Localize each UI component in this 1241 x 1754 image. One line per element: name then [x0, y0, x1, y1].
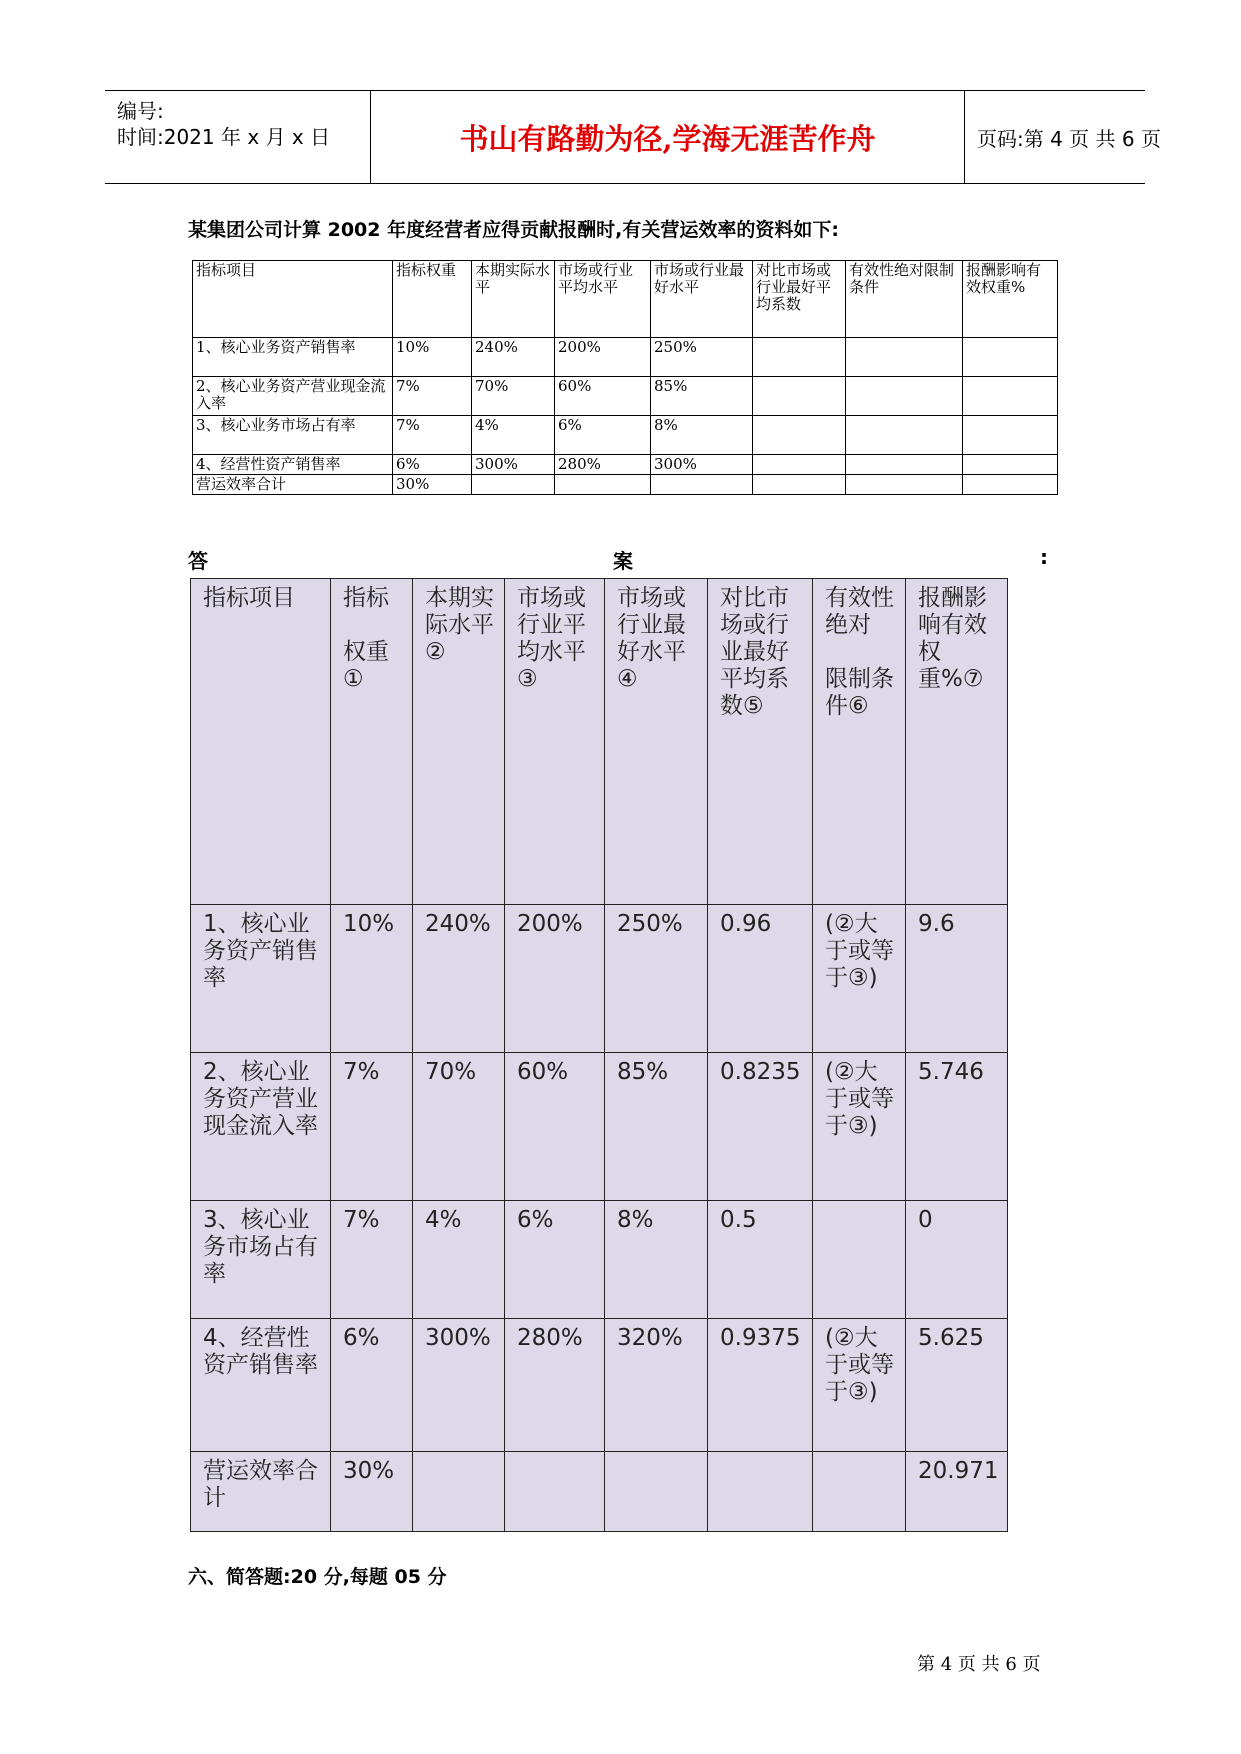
table-cell: 70% [472, 377, 555, 416]
table-cell: 240% [413, 905, 505, 1053]
table-cell: 3、核心业务市场占有率 [193, 416, 393, 455]
table-cell: 0 [906, 1201, 1008, 1319]
table-row [191, 1201, 1008, 1319]
table-row [193, 377, 1058, 416]
table-header-cell: 报酬影响有效权重% [963, 261, 1058, 338]
table-cell: 6% [331, 1319, 413, 1452]
table-header-row [191, 579, 1008, 905]
intro-text: 某集团公司计算 2002 年度经营者应得贡献报酬时,有关营运效率的资料如下: [188, 219, 839, 241]
table-header-cell: 对比市场或行业最好平均系数⑤ [708, 579, 813, 905]
table-cell: 6% [505, 1201, 605, 1319]
table-header-cell: 市场或行业平均水平 [555, 261, 651, 338]
table-cell [555, 475, 651, 495]
table-cell [963, 377, 1058, 416]
table-cell: 6% [393, 455, 472, 475]
number-label: 编号: [117, 99, 164, 123]
table-cell: 8% [605, 1201, 708, 1319]
time-label: 时间:2021 年 x 月 x 日 [117, 125, 331, 149]
table-cell [963, 475, 1058, 495]
table-cell: 300% [413, 1319, 505, 1452]
header-page-number: 页码:第 4 页 共 6 页 [977, 126, 1161, 151]
table-cell: 300% [651, 455, 753, 475]
table-cell: 200% [555, 338, 651, 377]
table-cell: 7% [331, 1201, 413, 1319]
table-cell: 20.971 [906, 1452, 1008, 1532]
table-cell: 250% [651, 338, 753, 377]
table-cell: 8% [651, 416, 753, 455]
table-cell: 7% [331, 1053, 413, 1201]
table-row [191, 1053, 1008, 1201]
table-cell [753, 475, 846, 495]
table-cell: 280% [505, 1319, 605, 1452]
table-cell: 320% [605, 1319, 708, 1452]
table-cell [963, 338, 1058, 377]
table-cell: 营运效率合计 [191, 1452, 331, 1532]
section-six-heading: 六、简答题:20 分,每题 05 分 [188, 1566, 447, 1588]
table-cell: 85% [651, 377, 753, 416]
table-cell: 30% [331, 1452, 413, 1532]
table-cell: 2、核心业务资产营业现金流入率 [193, 377, 393, 416]
table-cell: 7% [393, 377, 472, 416]
table-cell [651, 475, 753, 495]
table-cell: 10% [331, 905, 413, 1053]
table-cell [846, 475, 963, 495]
table-cell: 280% [555, 455, 651, 475]
table-cell: (②大于或等于③) [813, 1053, 906, 1201]
table-cell: 30% [393, 475, 472, 495]
table-cell [605, 1452, 708, 1532]
table-cell: 200% [505, 905, 605, 1053]
table-cell: 4% [472, 416, 555, 455]
answer-char: 案 [613, 549, 633, 573]
table-header-cell: 本期实际水平② [413, 579, 505, 905]
table-row [191, 1319, 1008, 1452]
table-row [193, 338, 1058, 377]
table-cell: 0.5 [708, 1201, 813, 1319]
table-header-cell: 市场或行业最好水平 [651, 261, 753, 338]
table-cell: 250% [605, 905, 708, 1053]
table-cell: 60% [555, 377, 651, 416]
table-cell: 5.625 [906, 1319, 1008, 1452]
table-cell [963, 416, 1058, 455]
table-cell: 营运效率合计 [193, 475, 393, 495]
table-cell: 2、核心业务资产营业现金流入率 [191, 1053, 331, 1201]
table-header-cell: 指标项目 [193, 261, 393, 338]
table-cell: 85% [605, 1053, 708, 1201]
table-header-cell: 市场或行业平均水平③ [505, 579, 605, 905]
table-header-cell: 本期实际水平 [472, 261, 555, 338]
table-row [193, 455, 1058, 475]
table-header-cell: 报酬影响有效权重%⑦ [906, 579, 1008, 905]
table-header-cell: 市场或行业最好水平④ [605, 579, 708, 905]
table-cell: 60% [505, 1053, 605, 1201]
table-cell [505, 1452, 605, 1532]
table-cell [813, 1201, 906, 1319]
table-cell: 10% [393, 338, 472, 377]
table-row [191, 905, 1008, 1053]
table-row [193, 416, 1058, 455]
table-cell [846, 377, 963, 416]
table-header-cell: 有效性绝对限制条件 [846, 261, 963, 338]
table-cell [753, 416, 846, 455]
answer-colon: : [1040, 545, 1048, 569]
table-cell: 9.6 [906, 905, 1008, 1053]
header-motto: 书山有路勤为径,学海无涯苦作舟 [459, 121, 876, 156]
table-cell: 3、核心业务市场占有率 [191, 1201, 331, 1319]
table-cell: 0.8235 [708, 1053, 813, 1201]
answer-heading [188, 545, 1048, 571]
table-cell [846, 455, 963, 475]
table-cell [846, 338, 963, 377]
table-cell: 1、核心业务资产销售率 [193, 338, 393, 377]
source-data-table [192, 260, 1058, 495]
table-row [191, 1452, 1008, 1532]
table-row [193, 475, 1058, 495]
table-cell: 70% [413, 1053, 505, 1201]
table-header-cell: 指标 权重① [331, 579, 413, 905]
table-cell: (②大于或等于③) [813, 905, 906, 1053]
table-header-row [193, 261, 1058, 338]
table-cell: 1、核心业务资产销售率 [191, 905, 331, 1053]
page-footer: 第 4 页 共 6 页 [917, 1654, 1041, 1675]
table-cell [963, 455, 1058, 475]
table-cell: 0.9375 [708, 1319, 813, 1452]
table-cell: 4、经营性资产销售率 [193, 455, 393, 475]
table-cell [413, 1452, 505, 1532]
table-cell [813, 1452, 906, 1532]
table-cell [846, 416, 963, 455]
table-header-cell: 指标权重 [393, 261, 472, 338]
table-cell: 240% [472, 338, 555, 377]
table-cell [753, 338, 846, 377]
table-cell: 7% [393, 416, 472, 455]
table-cell: 5.746 [906, 1053, 1008, 1201]
table-cell [753, 377, 846, 416]
table-header-cell: 指标项目 [191, 579, 331, 905]
table-cell: 0.96 [708, 905, 813, 1053]
answer-char: 答 [188, 549, 208, 573]
table-cell: 4% [413, 1201, 505, 1319]
table-cell [753, 455, 846, 475]
header-meta [105, 91, 370, 183]
table-cell: 300% [472, 455, 555, 475]
table-cell [708, 1452, 813, 1532]
table-header-cell: 有效性绝对 限制条件⑥ [813, 579, 906, 905]
table-cell: 6% [555, 416, 651, 455]
answer-table [190, 578, 1008, 1532]
table-cell: 4、经营性资产销售率 [191, 1319, 331, 1452]
table-header-cell: 对比市场或行业最好平均系数 [753, 261, 846, 338]
table-cell: (②大于或等于③) [813, 1319, 906, 1452]
table-cell [472, 475, 555, 495]
page-header [105, 90, 1161, 184]
